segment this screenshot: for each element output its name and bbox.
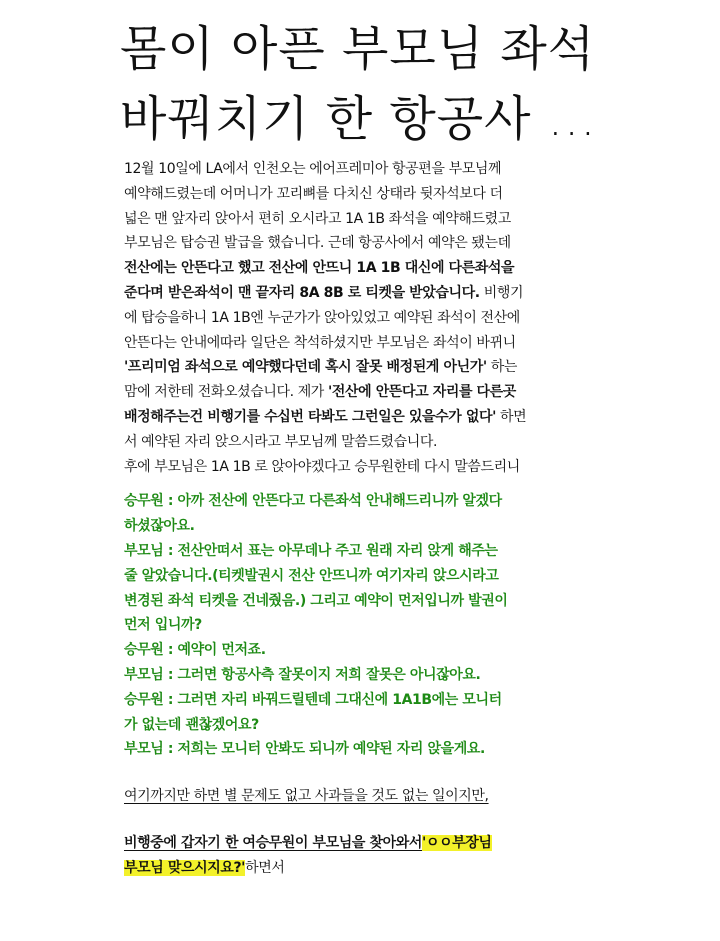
body-line: [124, 856, 594, 881]
bold-quote: 배정해주는건 비행기를 수십번 타봐도 그런일은 있을수가 없다': [124, 408, 496, 425]
plain-text: 하면: [495, 408, 527, 425]
dialogue-block: [124, 489, 594, 762]
body-line: 예약해드렸는데 어머니가 꼬리뼈를 다치신 상태라 뒷자석보다 더: [124, 185, 503, 202]
dialogue-line: 승무원 : 예약이 먼저죠.: [124, 642, 266, 659]
plain-text: 비행기: [479, 284, 524, 301]
dialogue-line: 줄 알았습니다.(티켓발권시 전산 안뜨니까 여기자리 앉으시라고: [124, 567, 499, 584]
body-line: [124, 405, 594, 430]
body-line: 에 탑승을하니 1A 1B엔 누군가가 앉아있었고 예약된 좌석이 전산에: [124, 309, 520, 326]
title-line-1: 몸이 아픈 부모님 좌석: [120, 21, 596, 77]
body-line: [124, 831, 594, 856]
body-line: 후에 부모님은 1A 1B 로 앉아야겠다고 승무원한테 다시 말씀드리니: [124, 458, 520, 475]
body-line: 안뜬다는 안내에따라 일단은 착석하셨지만 부모님은 좌석이 바뀌니: [124, 334, 516, 351]
body-line-underlined: 여기까지만 하면 별 문제도 없고 사과들을 것도 없는 일이지만,: [124, 788, 489, 805]
highlighted-quote: 'ㅇㅇ부장님: [421, 834, 492, 851]
dialogue-line: 부모님 : 저희는 모니터 안봐도 되니까 예약된 자리 앉을게요.: [124, 741, 485, 758]
highlighted-quote: 부모님 맞으시지요?': [124, 859, 246, 876]
body-line: 부모님은 탑승권 발급을 했습니다. 근데 항공사에서 예약은 됐는데: [124, 235, 511, 252]
article-body: [124, 157, 594, 881]
dialogue-line: 하셨잖아요.: [124, 518, 195, 535]
dialogue-line: 가 없는데 괜찮겠어요?: [124, 716, 259, 733]
dialogue-line: 변경된 좌석 티켓을 건네줬음.) 그리고 예약이 먼저입니까 발권이: [124, 592, 508, 609]
plain-text: 하는: [486, 359, 518, 376]
body-line: 서 예약된 자리 앉으시라고 부모님께 말씀드렸습니다.: [124, 433, 438, 450]
body-line: [124, 355, 594, 380]
body-line: [124, 380, 594, 405]
dialogue-line: 승무원 : 그러면 자리 바꿔드릴텐데 그대신에 1A1B에는 모니터: [124, 691, 502, 708]
article-title: [120, 14, 700, 154]
bold-quote: '전산에 안뜬다고 자리를 다른곳: [328, 384, 516, 401]
body-line-bold: 전산에는 안뜬다고 했고 전산에 안뜨니 1A 1B 대신에 다른좌석을: [124, 260, 515, 277]
plain-text: 맘에 저한테 전화오셨습니다. 제가: [124, 384, 328, 401]
bold-text: 준다며 받은좌석이 맨 끝자리 8A 8B 로 티켓을 받았습니다.: [124, 284, 480, 301]
title-line-2: 바꿔치기 한 항공사 ...: [120, 91, 597, 147]
body-line: 12월 10일에 LA에서 인천오는 에어프레미아 항공편을 부모님께: [124, 161, 502, 177]
dialogue-line: 먼저 입니까?: [124, 617, 202, 634]
dialogue-line: 부모님 : 전산안떠서 표는 아무데나 주고 원래 자리 앉게 해주는: [124, 542, 498, 559]
dialogue-line: 부모님 : 그러면 항공사측 잘못이지 저희 잘못은 아니잖아요.: [124, 666, 481, 683]
dialogue-line: 승무원 : 아까 전산에 안뜬다고 다른좌석 안내해드리니까 알겠다: [124, 493, 502, 510]
bold-quote: '프리미엄 좌석으로 예약했다던데 혹시 잘못 배정된게 아닌가': [124, 359, 487, 376]
body-line: [124, 281, 594, 306]
underlined-bold-text: 비행중에 갑자기 한 여승무원이 부모님을 찾아와서: [124, 834, 422, 851]
plain-text: 하면서: [245, 859, 285, 876]
body-line: 넓은 맨 앞자리 앉아서 편히 오시라고 1A 1B 좌석을 예약해드렸고: [124, 210, 511, 227]
